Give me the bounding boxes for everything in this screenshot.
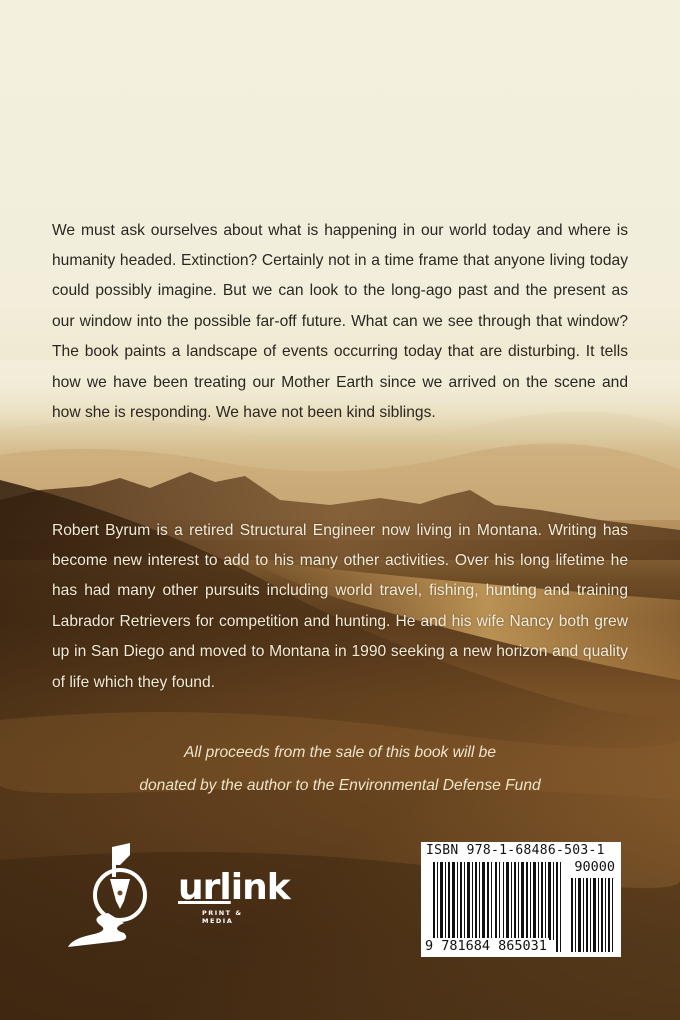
publisher-logo bbox=[60, 843, 290, 953]
barcode-addon-number: 90000 bbox=[574, 859, 615, 875]
pen-nib-circle-path-icon bbox=[60, 843, 180, 953]
wordmark-prefix: url bbox=[178, 867, 231, 908]
publisher-wordmark bbox=[178, 867, 290, 908]
dedication-note bbox=[0, 736, 680, 802]
ean-digits: 9 781684 865031 bbox=[425, 938, 547, 954]
author-bio-paragraph: Robert Byrum is a retired Structural Engineer now living in Montana. Writing has become new interest to add to his many other activities. Over his long lifetime he has had many other pursuits including world travel, fishing, hunting and training Labrador Retrievers for competition and hunting. He and his wife Nancy both grew up in San Diego and moved to Montana in 1990 seeking a new horizon and quality of life which they found. bbox=[52, 521, 628, 691]
book-blurb-paragraph: We must ask ourselves about what is happening in our world today and where is humanity headed. Extinction? Certainly not in a time frame that anyone living today could possibly imagine. But we can look to the long-ago past and the present as our window into the possible far-off future. What can we see through that window? The book paints a landscape of events occurring today that are disturbing. It tells how we have been treating our Mother Earth since we arrived on the scene and how she is responding. We have not been kind siblings. bbox=[52, 221, 628, 422]
dedication-line-1: All proceeds from the sale of this book will be bbox=[183, 744, 497, 761]
isbn-barcode bbox=[421, 842, 621, 957]
isbn-label: ISBN 978-1-68486-503-1 bbox=[426, 843, 605, 858]
dedication-line-2: donated by the author to the Environmental Defense Fund bbox=[139, 777, 541, 794]
publisher-tagline: PRINT & MEDIA bbox=[202, 909, 243, 925]
wordmark-suffix: ink bbox=[230, 867, 290, 908]
